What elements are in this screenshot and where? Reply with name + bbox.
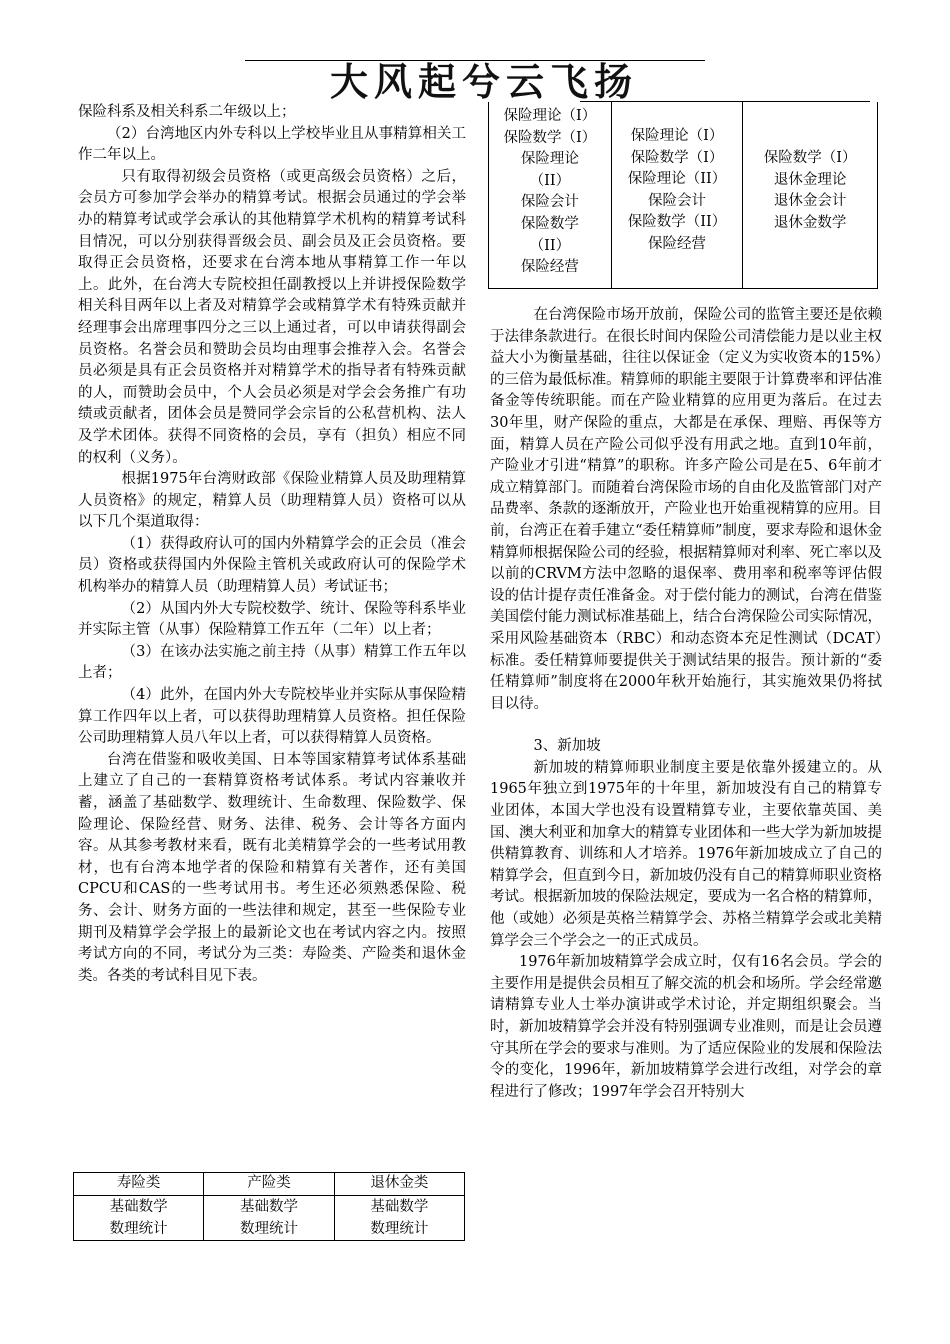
- exam-subjects-table: [73, 1172, 465, 1241]
- cell-line: 保险经营: [648, 235, 707, 252]
- table-cell-life: [489, 102, 612, 289]
- table-row: [74, 1196, 465, 1241]
- table-row: [489, 102, 878, 289]
- paragraph: 台湾在借鉴和吸收美国、日本等国家精算考试体系基础上建立了自己的一套精算资格考试体系。考试内容兼收并蓄，涵盖了基础数学、数理统计、生命数理、保险数学、保险理论、保险经营、财务、法律、税务、会计等各方面内容。从其参考教材来看，既有北美精算学会的一些考试用教材，也有台湾本地学者的保险和精算有关著作，还有美国CPCU和CAS的一些考试用书。考生还必须熟悉保险、税务、会计、财务方面的一些法律和规定，甚至一些保险专业期刊及精算学会学报上的最新论文也在考试内容之内。按照考试方向的不同，考试分为三类：寿险类、产险类和退休金类。各类的考试科目见下表。: [78, 751, 466, 984]
- cell-line: 保险理论（I）: [630, 128, 724, 144]
- paragraph: 只有取得初级会员资格（或更高级会员资格）之后，会员方可参加学会举办的精算考试。根据会员通过的学会举办的精算考试或学会承认的其他精算学术机构的精算考试科目情况，可以分别获得晋级会员、副会员及正会员资格。要取得正会员资格，还要求在台湾本地从事精算工作一年以上。此外，在台湾大专院校担任副教授以上并讲授保险数学相关科目两年以上者及对精算学会或精算学术有特殊贡献并经理事会出席理事四分之三以上通过者，可以申请获得副会员资格。名誉会员和赞助会员均由理事会推荐入会。名誉会员必须是具有正会员资格并对精算学术的指导者有特殊贡献的人，而赞助会员中，个人会员必须是对学会会务推广有功绩或贡献者，团体会员是赞同学会宗旨的公私营机构、法人及学术团体。获得不同资格的会员，享有（担负）相应不同的权利（义务）。: [78, 168, 466, 466]
- cell-line: 保险数学（II）: [627, 214, 727, 231]
- cell-line: 保险会计: [648, 192, 707, 209]
- section-heading: 3、新加坡: [533, 738, 601, 755]
- cell-line: 基础数学: [370, 1199, 429, 1215]
- paragraph: 根据1975年台湾财政部《保险业精算人员及助理精算人员资格》的规定，精算人员（助理精算人员）资格可以从以下几个渠道取得：: [78, 471, 466, 531]
- masthead-title: 大风起兮云飞扬: [330, 60, 639, 104]
- paragraph: （4）此外，在国内外大专院校毕业并实际从事保险精算工作四年以上者，可以获得助理精算人员资格。担任保险公司助理精算人员八年以上者，可以获得精算人员资格。: [78, 687, 466, 747]
- cell-line: 保险经营: [520, 259, 579, 276]
- table-header-property: 产险类: [204, 1173, 334, 1196]
- table-cell: [74, 1196, 204, 1241]
- exam-subjects-table-continued: [488, 102, 878, 289]
- cell-line: 退休金理论: [773, 171, 847, 188]
- cell-line: 保险理论（I）: [503, 108, 597, 124]
- table-cell: [334, 1196, 464, 1241]
- table-header-row: [74, 1173, 465, 1196]
- cell-line: （II）: [529, 172, 571, 189]
- table-header-pension: 退休金类: [334, 1173, 464, 1196]
- cell-line: 退休金数学: [773, 214, 847, 231]
- paragraph: （3）在该办法实施之前主持（从事）精算工作五年以上者；: [78, 643, 466, 682]
- cell-line: 保险理论: [520, 151, 579, 168]
- cell-line: 数理统计: [239, 1220, 298, 1237]
- cell-line: 保险数学（I）: [763, 150, 857, 166]
- paragraph: 保险科系及相关科系二年级以上；: [78, 104, 296, 120]
- paragraph: （2）从国内外大专院校数学、统计、保险等科系毕业并实际主管（从事）保险精算工作五年（二年）以上者；: [78, 600, 466, 639]
- table-cell-pension: [743, 102, 878, 289]
- right-column: [490, 305, 882, 1103]
- cell-line: 保险会计: [520, 194, 579, 211]
- cell-line: 数理统计: [109, 1220, 168, 1237]
- table-cell: [204, 1196, 334, 1241]
- cell-line: 数理统计: [370, 1220, 429, 1237]
- cell-line: 基础数学: [109, 1199, 168, 1215]
- paragraph: 新加坡的精算师职业制度主要是依靠外援建立的。从1965年独立到1975年的十年里，新加坡没有自己的精算专业团体，本国大学也没有设置精算专业，主要依靠英国、美国、澳大利亚和加拿大的精算专业团体和一些大学为新加坡提供精算教育、训练和人才培养。1976年新加坡成立了自己的精算学会，但直到今日，新加坡仍没有自己的精算师职业资格考试。根据新加坡的保险法规定，要成为一名合格的精算师，他（或她）必须是英格兰精算学会、苏格兰精算学会或北美精算学会三个学会之一的正式成员。: [490, 759, 882, 949]
- paragraph: 在台湾保险市场开放前，保险公司的监管主要还是依赖于法律条款进行。在很长时间内保险公司清偿能力是以业主权益大小为衡量基础，往往以保证金（定义为实收资本的15%）的三倍为最低标准。精算师的职能主要限于计算费率和评估准备金等传统职能。而在产险业精算的应用更为落后。在过去30年里，财产保险的重点，大都是在承保、理赔、再保等方面，精算人员在产险公司似乎没有用武之地。直到10年前，产险业才引进“精算”的职称。许多产险公司是在5、6年前才成立精算部门。而随着台湾保险市场的自由化及监管部门对产品费率、条款的逐渐放开，产险业也开始重视精算的应用。目前，台湾正在着手建立“委任精算师”制度，要求寿险和退休金精算师根据保险公司的经验，根据精算师对利率、死亡率以及以前的CRVM方法中忽略的退保率、费用率和税率等评估假设的估计提存责任准备金。对于偿付能力的测试，台湾在借鉴美国偿付能力测试标准基础上，结合台湾保险公司实际情况，采用风险基础资本（RBC）和动态资本充足性测试（DCAT）标准。委任精算师要提供关于测试结果的报告。预计新的“委任精算师”制度将在2000年秋开始施行，其实施效果仍将拭目以待。: [490, 307, 882, 712]
- cell-line: 基础数学: [239, 1199, 298, 1215]
- left-column: [78, 102, 466, 987]
- cell-line: 保险数学: [520, 215, 579, 232]
- cell-line: 退休金会计: [773, 193, 847, 210]
- cell-line: 保险数学（I）: [503, 129, 597, 146]
- table-header-life: 寿险类: [74, 1173, 204, 1196]
- paragraph: 1976年新加坡精算学会成立时，仅有16名会员。学会的主要作用是提供会员相互了解交流的机会和场所。学会经常邀请精算专业人士举办演讲或学术讨论，并定期组织聚会。当时，新加坡精算学会并没有特别强调专业准则，而是让会员遵守其所在学会的要求与准则。为了适应保险业的发展和保险法令的变化，1996年，新加坡精算学会进行改组，对学会的章程进行了修改；1997年学会召开特别大: [490, 954, 882, 1100]
- table-cell-property: [611, 102, 743, 289]
- cell-line: （II）: [529, 237, 571, 254]
- cell-line: 保险理论（II）: [627, 171, 727, 188]
- paragraph: （1）获得政府认可的国内外精算学会的正会员（准会员）资格或获得国内外保险主管机关或政府认可的保险学术机构举办的精算人员（助理精算人员）考试证书；: [78, 535, 466, 596]
- cell-line: 保险数学（I）: [630, 149, 724, 166]
- paragraph: （2）台湾地区内外专科以上学校毕业且从事精算相关工作二年以上。: [78, 125, 466, 164]
